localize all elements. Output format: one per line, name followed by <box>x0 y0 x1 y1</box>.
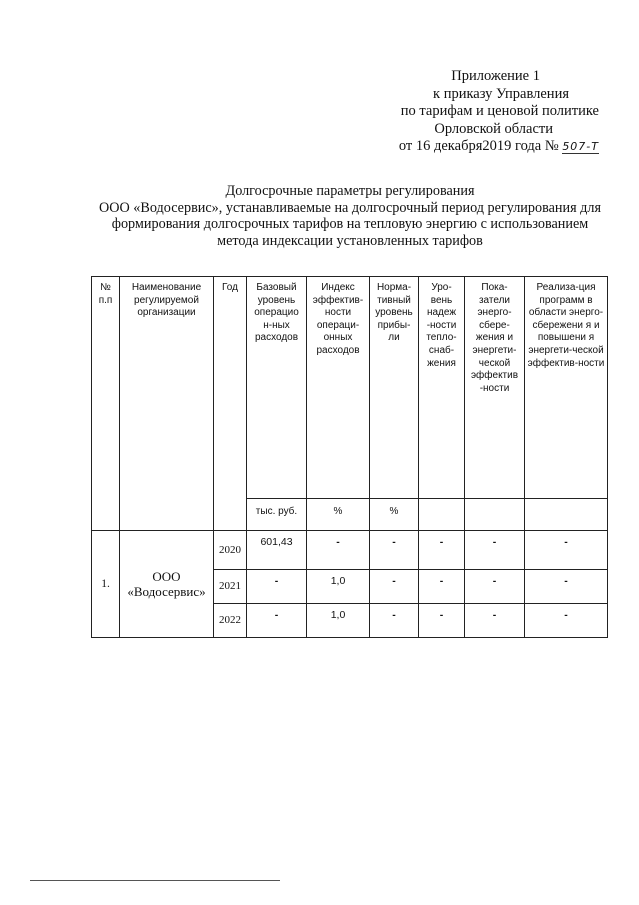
cell-energy: - <box>465 531 525 570</box>
row-year: 2020 <box>214 531 247 570</box>
unit-base: тыс. руб. <box>247 499 307 531</box>
header-num: № п.п <box>92 277 120 531</box>
cell-index: 1,0 <box>307 570 370 604</box>
row-year: 2022 <box>214 604 247 638</box>
header-org: Наименование регулируемой организации <box>120 277 214 531</box>
cell-energy: - <box>465 570 525 604</box>
annex-line-order: к приказу Управления <box>433 85 569 102</box>
cell-program: - <box>525 570 608 604</box>
cell-program: - <box>525 604 608 638</box>
annex-header <box>299 68 599 156</box>
unit-profit: % <box>370 499 419 531</box>
table-header-row <box>92 277 608 499</box>
row-number: 1. <box>92 531 120 638</box>
organization-name: ООО «Водосервис» <box>120 531 214 638</box>
header-energy-saving: Пока-затели энерго-сбере-жения и энергети-ческой эффектив -ности <box>465 277 525 499</box>
cell-profit: - <box>370 604 419 638</box>
title-line-3: формирования долгосрочных тарифов на тепловую энергию с использованием <box>111 216 589 232</box>
header-reliability: Уро-вень надеж -ности тепло-снаб-жения <box>419 277 465 499</box>
unit-empty <box>525 499 608 531</box>
header-year: Год <box>214 277 247 531</box>
footer-divider <box>30 880 280 881</box>
document-title <box>80 183 620 249</box>
row-year: 2021 <box>214 570 247 604</box>
unit-empty <box>419 499 465 531</box>
table-row <box>92 531 608 570</box>
cell-program: - <box>525 531 608 570</box>
cell-base: - <box>247 570 307 604</box>
handwritten-order-number: 507-Т <box>562 140 599 153</box>
annex-title: Приложение 1 <box>451 68 540 84</box>
title-line-4: метода индексации установленных тарифов <box>217 232 483 249</box>
annex-line-date <box>299 138 599 156</box>
title-line-1: Долгосрочные параметры регулирования <box>225 183 475 199</box>
header-efficiency-index: Индекс эффектив-ности операци-онных расходов <box>307 277 370 499</box>
header-profit-level: Норма-тивный уровень прибы-ли <box>370 277 419 499</box>
cell-reliability: - <box>419 531 465 570</box>
cell-profit: - <box>370 570 419 604</box>
header-base-costs: Базовый уровень операцио н-ных расходов <box>247 277 307 499</box>
cell-base: - <box>247 604 307 638</box>
cell-profit: - <box>370 531 419 570</box>
header-program: Реализа-ция программ в области энерго-сбережени я и повышени я энергети-ческой эффектив-ности <box>525 277 608 499</box>
cell-energy: - <box>465 604 525 638</box>
regulation-parameters-table <box>91 276 608 638</box>
annex-line-department: по тарифам и ценовой политике <box>400 103 599 119</box>
title-line-2: ООО «Водосервис», устанавливаемые на долгосрочный период регулирования для <box>99 199 601 216</box>
unit-empty <box>465 499 525 531</box>
annex-date-text: от 16 декабря2019 года № <box>398 138 559 154</box>
annex-line-region: Орловской области <box>434 120 553 137</box>
cell-base: 601,43 <box>247 531 307 570</box>
cell-index: - <box>307 531 370 570</box>
cell-reliability: - <box>419 570 465 604</box>
cell-index: 1,0 <box>307 604 370 638</box>
unit-index: % <box>307 499 370 531</box>
cell-reliability: - <box>419 604 465 638</box>
